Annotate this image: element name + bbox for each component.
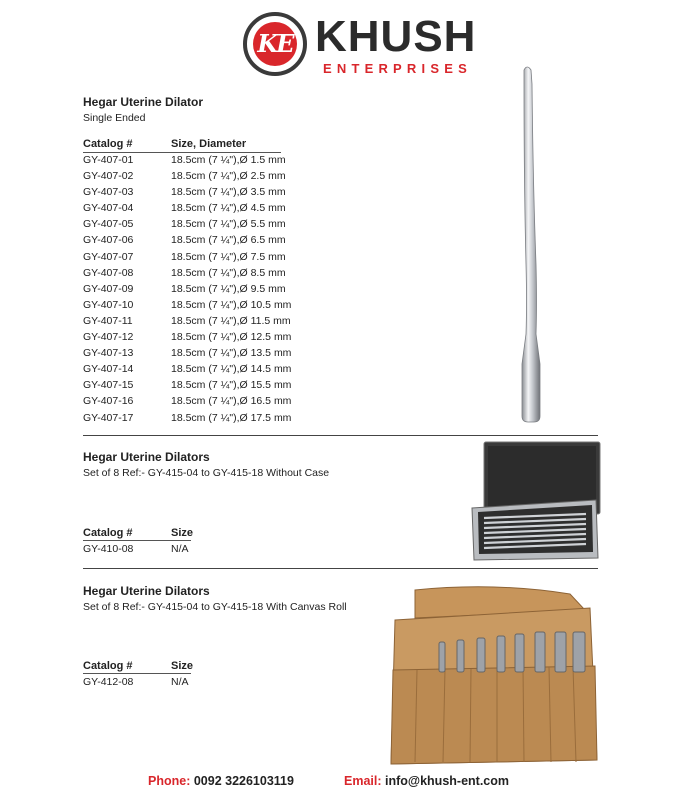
- section3-col-catalog: Catalog #: [83, 660, 133, 672]
- size-diameter: 18.5cm (7 ¼"),Ø 13.5 mm: [171, 347, 292, 360]
- catalog-number: GY-407-07: [83, 250, 134, 263]
- table-row: [83, 184, 343, 200]
- brand-tagline: ENTERPRISES: [323, 61, 472, 76]
- size-diameter: 18.5cm (7 ¼"),Ø 6.5 mm: [171, 234, 286, 247]
- catalog-number: GY-407-14: [83, 363, 134, 376]
- catalog-number: GY-407-16: [83, 395, 134, 408]
- single-dilator-image: [510, 64, 550, 428]
- catalog-table: [83, 152, 343, 426]
- size-diameter: 18.5cm (7 ¼"),Ø 14.5 mm: [171, 363, 292, 376]
- section1-title: Hegar Uterine Dilator: [83, 95, 204, 109]
- section2-col-catalog: Catalog #: [83, 527, 133, 539]
- section2-size: N/A: [171, 543, 189, 555]
- table-row: [83, 313, 343, 329]
- size-diameter: 18.5cm (7 ¼"),Ø 10.5 mm: [171, 298, 292, 311]
- size-diameter: 18.5cm (7 ¼"),Ø 12.5 mm: [171, 331, 292, 344]
- section3-col-size: Size: [171, 660, 194, 672]
- logo-emblem: [243, 12, 307, 76]
- size-diameter: 18.5cm (7 ¼"),Ø 2.5 mm: [171, 170, 286, 183]
- brand-name: KHUSH: [315, 12, 477, 61]
- catalog-number: GY-407-11: [83, 314, 133, 327]
- catalog-number: GY-407-10: [83, 298, 134, 311]
- catalog-number: GY-407-17: [83, 411, 134, 424]
- table-row: [83, 410, 343, 426]
- table-row: [83, 281, 343, 297]
- email-address[interactable]: info@khush-ent.com: [385, 774, 509, 788]
- section3-header-rule: [83, 673, 191, 674]
- catalog-number: GY-407-06: [83, 234, 134, 247]
- footer-email: [344, 774, 509, 788]
- section2-title: Hegar Uterine Dilators: [83, 450, 210, 464]
- section3-size: N/A: [171, 676, 189, 688]
- table-row: [83, 345, 343, 361]
- section3-title: Hegar Uterine Dilators: [83, 584, 210, 598]
- table-row: [83, 168, 343, 184]
- section2-catalog: GY-410-08: [83, 543, 134, 555]
- size-diameter: 18.5cm (7 ¼"),Ø 11.5 mm: [171, 314, 291, 327]
- size-diameter: 18.5cm (7 ¼"),Ø 1.5 mm: [171, 154, 286, 166]
- section1-col-size: Size, Diameter: [171, 138, 247, 150]
- catalog-number: GY-407-15: [83, 379, 134, 392]
- size-diameter: 18.5cm (7 ¼"),Ø 5.5 mm: [171, 218, 286, 231]
- catalog-number: GY-407-02: [83, 170, 134, 183]
- email-label: Email:: [344, 774, 382, 788]
- table-row: [83, 216, 343, 232]
- phone-label: Phone:: [148, 774, 191, 788]
- table-row: [83, 200, 343, 216]
- catalog-number: GY-407-13: [83, 347, 134, 360]
- table-row: [83, 377, 343, 393]
- size-diameter: 18.5cm (7 ¼"),Ø 17.5 mm: [171, 411, 292, 424]
- size-diameter: 18.5cm (7 ¼"),Ø 15.5 mm: [171, 379, 292, 392]
- table-row: [83, 361, 343, 377]
- logo-letters: KE: [253, 22, 297, 66]
- canvas-roll-image: [385, 580, 607, 766]
- section3-catalog: GY-412-08: [83, 676, 134, 688]
- brand-logo: [243, 12, 477, 80]
- table-row: [83, 297, 343, 313]
- footer-phone: [148, 774, 294, 788]
- catalog-number: GY-407-08: [83, 266, 134, 279]
- size-diameter: 18.5cm (7 ¼"),Ø 7.5 mm: [171, 250, 286, 263]
- table-row: [83, 249, 343, 265]
- section-divider-2: [83, 568, 598, 569]
- table-row: [83, 232, 343, 248]
- size-diameter: 18.5cm (7 ¼"),Ø 8.5 mm: [171, 266, 286, 279]
- phone-number[interactable]: 0092 3226103119: [193, 774, 294, 788]
- dilator-case-image: [468, 438, 602, 562]
- section2-col-size: Size: [171, 527, 194, 539]
- catalog-number: GY-407-12: [83, 331, 134, 344]
- catalog-number: GY-407-04: [83, 202, 134, 215]
- catalog-number: GY-407-09: [83, 282, 134, 295]
- section3-subtitle: Set of 8 Ref:- GY-415-04 to GY-415-18 With Canvas Roll: [83, 601, 347, 613]
- size-diameter: 18.5cm (7 ¼"),Ø 9.5 mm: [171, 282, 286, 295]
- section1-subtitle: Single Ended: [83, 112, 146, 124]
- table-row: [83, 265, 343, 281]
- table-row: [83, 329, 343, 345]
- size-diameter: 18.5cm (7 ¼"),Ø 4.5 mm: [171, 202, 286, 215]
- section-divider: [83, 435, 598, 436]
- section1-col-catalog: Catalog #: [83, 138, 133, 150]
- table-row: [83, 152, 343, 168]
- size-diameter: 18.5cm (7 ¼"),Ø 3.5 mm: [171, 186, 286, 199]
- catalog-number: GY-407-05: [83, 218, 134, 231]
- size-diameter: 18.5cm (7 ¼"),Ø 16.5 mm: [171, 395, 292, 408]
- catalog-number: GY-407-03: [83, 186, 134, 199]
- table-row: [83, 393, 343, 409]
- section2-header-rule: [83, 540, 191, 541]
- catalog-number: GY-407-01: [83, 154, 134, 166]
- section2-subtitle: Set of 8 Ref:- GY-415-04 to GY-415-18 Without Case: [83, 467, 330, 479]
